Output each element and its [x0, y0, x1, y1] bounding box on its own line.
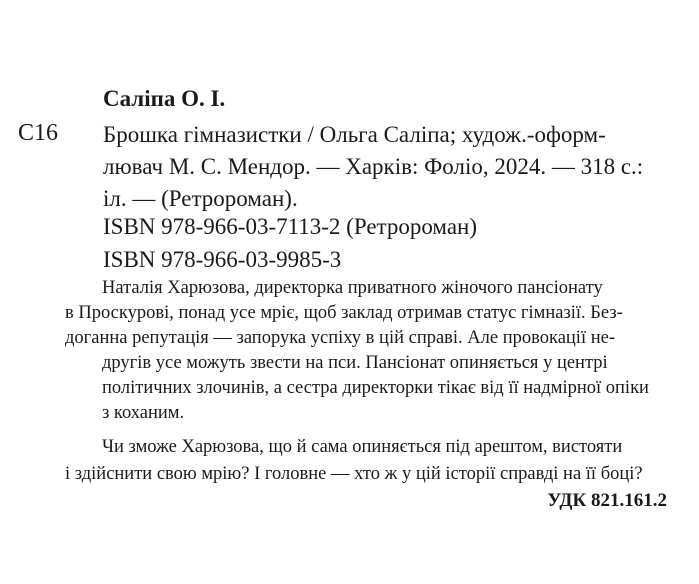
isbn-series: ISBN 978-966-03-7113-2 (Ретророман): [103, 214, 478, 239]
annotation-question: [65, 434, 643, 488]
annotation-line: другів усе можуть звести на пси. Пансіонат опиняється у центрі: [102, 353, 608, 373]
annotation: [65, 276, 649, 426]
bibliographic-description: [103, 119, 643, 215]
question-line: Чи зможе Харюзова, що й сама опиняється під арештом, вистояти: [102, 437, 623, 457]
classification-code: С16: [18, 120, 59, 146]
question-line: і здійснити свою мрію? І головне — хто ж у цій історії справді на її боці?: [65, 464, 643, 484]
description-line: лювач М. С. Мендор. — Харків: Фоліо, 2024. — 318 с.:: [103, 154, 644, 179]
annotation-line: Наталія Харюзова, директорка приватного жіночого пансіонату: [102, 278, 603, 298]
annotation-line: з коханим.: [102, 403, 185, 423]
annotation-line: доганна репутація — запорука успіху в цій справі. Але провокації не-: [65, 328, 615, 348]
author-name: Саліпа О. І.: [103, 86, 226, 111]
udk-code: УДК 821.161.2: [547, 490, 667, 511]
annotation-line: політичних злочинів, а сестра директорки тікає від її надмірної опіки: [102, 378, 649, 398]
description-line: іл. — (Ретророман).: [103, 186, 298, 211]
description-line: Брошка гімназистки / Ольга Саліпа; худож.-оформ-: [103, 122, 606, 147]
annotation-line: в Проскурові, понад усе мріє, щоб заклад отримав статус гімназії. Без-: [65, 303, 623, 323]
isbn-book: ISBN 978-966-03-9985-3: [103, 247, 342, 272]
